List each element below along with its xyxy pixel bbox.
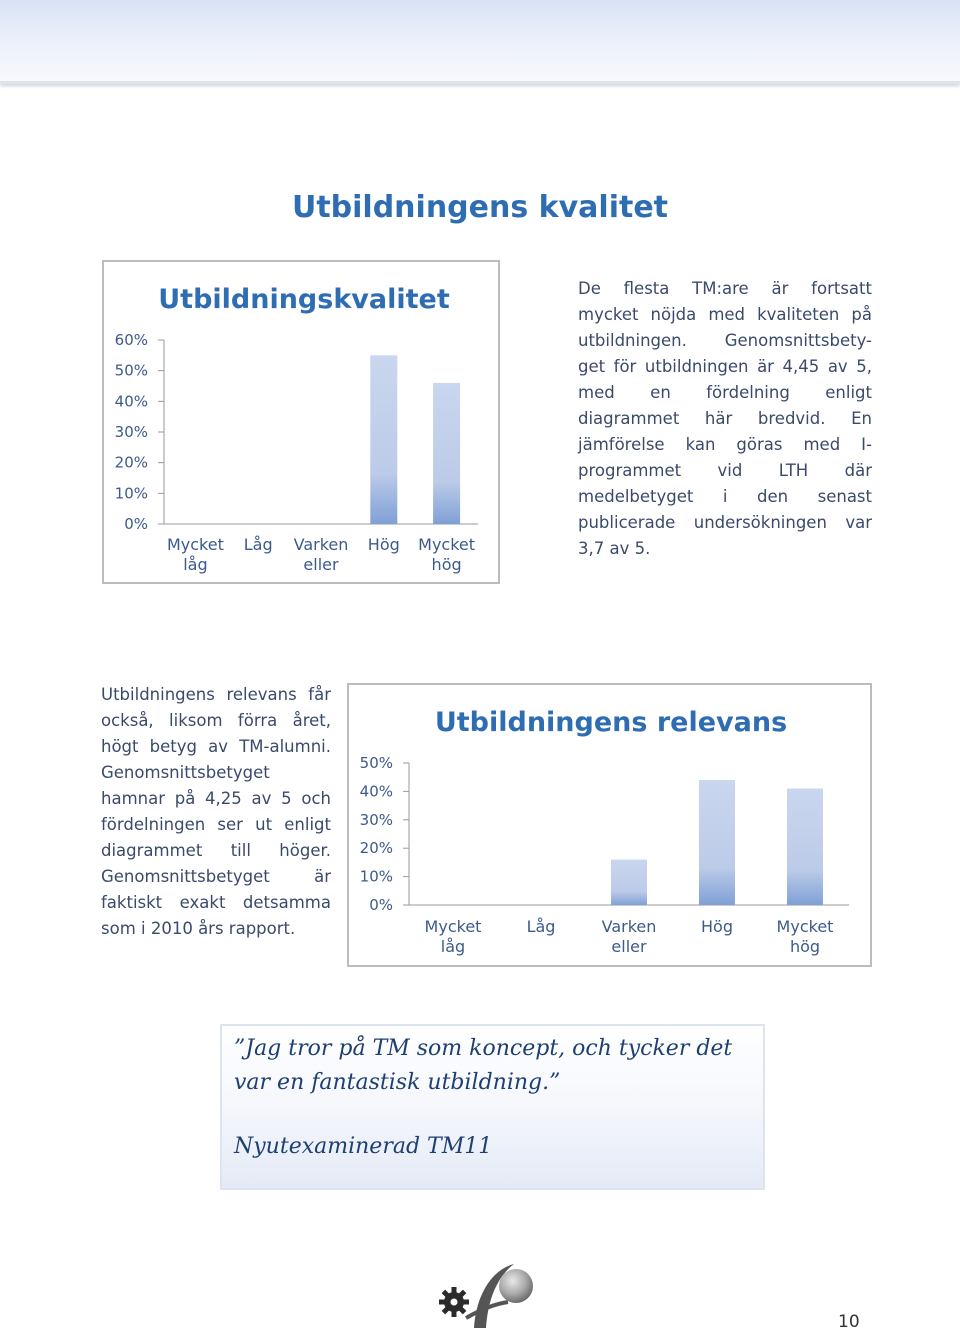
x-category-label: Hög: [701, 917, 733, 936]
paragraph-line: också, liksom förra året,: [101, 711, 331, 730]
bar: [433, 383, 460, 524]
paragraph-line: utbildningen. Genomsnittsbety-: [578, 331, 872, 350]
quote-box: [220, 1024, 765, 1190]
bar: [611, 860, 647, 905]
page-number: 10: [838, 1312, 860, 1332]
quality-paragraph: [578, 276, 872, 562]
quality-chart-svg: [104, 262, 498, 582]
x-category-label: Mycket hög: [776, 917, 834, 956]
relevance-chart: [347, 683, 872, 967]
header-band: [0, 0, 960, 84]
paragraph-line: med en fördelning enligt: [578, 383, 872, 402]
paragraph-line: programmet vid LTH där: [578, 461, 872, 480]
y-tick-label: 30%: [114, 423, 148, 441]
x-category-label: Varken eller: [601, 917, 657, 956]
x-category-label: Mycket hög: [418, 535, 476, 574]
paragraph-line: hamnar på 4,25 av 5 och: [101, 789, 331, 808]
paragraph-line: Genomsnittsbetyget är: [101, 867, 331, 886]
paragraph-line: get för utbildningen är 4,45 av 5,: [578, 357, 872, 376]
y-tick-label: 60%: [114, 331, 148, 349]
gear-logo-icon: [436, 1256, 536, 1332]
paragraph-line: diagrammet här bredvid. En: [578, 409, 872, 428]
y-tick-label: 50%: [359, 754, 393, 772]
x-category-label: Hög: [367, 535, 400, 554]
paragraph-line: jämförelse kan göras med I-: [578, 435, 872, 454]
y-tick-label: 0%: [124, 515, 148, 533]
paragraph-line: mycket nöjda med kvaliteten på: [578, 305, 872, 324]
relevance-chart-svg: [349, 685, 870, 965]
y-tick-label: 50%: [114, 361, 148, 380]
relevance-paragraph: [101, 682, 331, 942]
paragraph-line: Genomsnittsbetyget: [101, 763, 270, 782]
y-tick-label: 10%: [359, 867, 393, 886]
x-category-label: Låg: [243, 535, 273, 554]
y-tick-label: 40%: [114, 392, 148, 411]
x-category-label: Mycket låg: [424, 917, 482, 956]
y-tick-label: 0%: [369, 896, 393, 914]
paragraph-line: faktiskt exakt detsamma: [101, 893, 331, 912]
paragraph-line: Utbildningens relevans får: [101, 685, 331, 704]
paragraph-line: som i 2010 års rapport.: [101, 919, 296, 938]
y-tick-label: 10%: [114, 484, 148, 503]
bar: [370, 355, 397, 524]
paragraph-line: fördelningen ser ut enligt: [101, 815, 331, 834]
page-title: Utbildningens kvalitet: [291, 190, 669, 225]
y-tick-label: 30%: [359, 810, 393, 829]
paragraph-line: De flesta TM:are är fortsatt: [578, 279, 872, 298]
x-category-label: Varken eller: [293, 535, 349, 574]
paragraph-line: diagrammet till höger.: [101, 841, 331, 860]
paragraph-line: medelbetyget i den senast: [578, 487, 872, 506]
paragraph-line: 3,7 av 5.: [578, 539, 651, 558]
bar: [787, 789, 823, 905]
y-tick-label: 20%: [114, 453, 148, 472]
paragraph-line: publicerade undersökningen var: [578, 513, 872, 532]
chart-title: Utbildningens relevans: [434, 707, 788, 738]
bar: [699, 780, 735, 905]
y-tick-label: 40%: [359, 782, 393, 801]
paragraph-line: högt betyg av TM-alumni.: [101, 737, 331, 756]
chart-title: Utbildningskvalitet: [158, 284, 450, 315]
quality-chart: [102, 260, 500, 584]
x-category-label: Mycket låg: [166, 535, 224, 574]
quote-text: ”Jag tror på TM som koncept, och tycker det var en fantastisk utbildning.”: [234, 1036, 733, 1095]
y-tick-label: 20%: [359, 839, 393, 858]
quote-author: Nyutexaminerad TM11: [234, 1134, 493, 1159]
x-category-label: Låg: [526, 917, 556, 936]
